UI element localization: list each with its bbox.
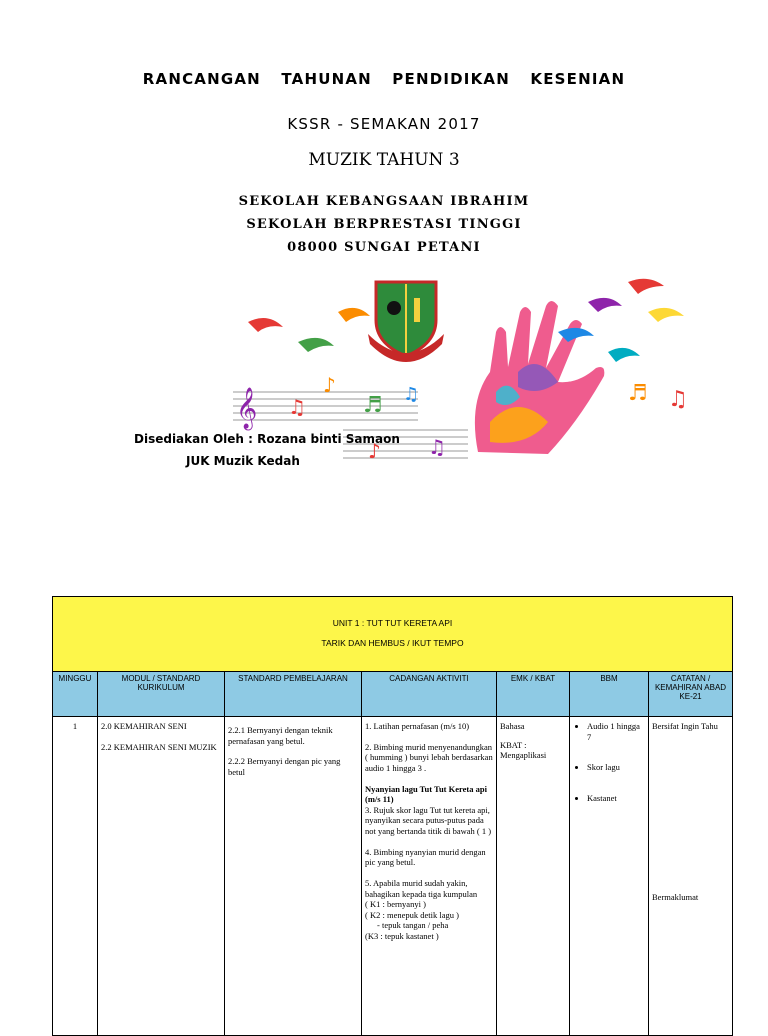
svg-text:♬: ♬ <box>628 381 648 406</box>
notes-item: Bermaklumat <box>652 891 699 902</box>
bbm-list <box>573 721 645 804</box>
notes-cell <box>649 717 733 1036</box>
school-status: SEKOLAH BERPRESTASI TINGGI <box>246 217 522 232</box>
unit-title: UNIT 1 : TUT TUT KERETA API <box>332 618 453 628</box>
activity-item: 3. Rujuk skor lagu Tut tut kereta api, nyanyikan secara putus-putus pada not yang bertanda titik di bawah ( 1 ) <box>365 804 492 836</box>
table-row <box>53 717 733 1036</box>
svg-text:♬: ♬ <box>363 393 383 418</box>
group-item: (K3 : tepuk kastanet ) <box>365 931 439 941</box>
kbat-item: KBAT : Mengaplikasi <box>500 739 547 761</box>
prepared-unit: JUK Muzik Kedah <box>186 454 300 468</box>
column-header: CADANGAN AKTIVITI <box>362 672 497 717</box>
activity-item: 1. Latihan pernafasan (m/s 10) <box>365 721 470 731</box>
svg-text:♫: ♫ <box>403 384 420 405</box>
song-heading: Nyanyian lagu Tut Tut Kereta api (m/s 11) <box>365 783 487 805</box>
column-header: STANDARD PEMBELAJARAN <box>225 672 362 717</box>
standard-item: 2.2.1 Bernyanyi dengan teknik pernafasan yang betul. <box>228 725 333 746</box>
unit-banner <box>53 597 733 672</box>
column-header: EMK / KBAT <box>497 672 570 717</box>
column-header: MINGGU <box>53 672 98 717</box>
column-header: MODUL / STANDARD KURIKULUM <box>98 672 225 717</box>
document-subtitle: KSSR - SEMAKAN 2017 <box>287 115 481 133</box>
svg-text:♫: ♫ <box>428 435 446 459</box>
week-cell: 1 <box>53 717 98 1036</box>
bbm-cell <box>570 717 649 1036</box>
music-notes-icon <box>236 373 688 463</box>
subject-title: MUZIK TAHUN 3 <box>308 150 460 170</box>
group-item: ( K2 : menepuk detik lagu ) <box>365 909 459 920</box>
standard-cell <box>225 717 362 1036</box>
unit-theme: TARIK DAN HEMBUS / IKUT TEMPO <box>321 638 464 648</box>
school-crest-icon <box>368 282 444 362</box>
activity-item: 2. Bimbing murid menyenandungkan ( humming ) bunyi lebah berdasarkan audio 1 hingga 3 . <box>365 741 493 773</box>
school-address: 08000 SUNGAI PETANI <box>287 240 481 255</box>
column-header: CATATAN / KEMAHIRAN ABAD KE-21 <box>649 672 733 717</box>
modul-cell <box>98 717 225 1036</box>
modul-item: 2.2 KEMAHIRAN SENI MUZIK <box>101 741 217 752</box>
birds-icon <box>248 279 684 362</box>
modul-item: 2.0 KEMAHIRAN SENI <box>101 721 187 731</box>
activity-cell <box>362 717 497 1036</box>
activity-item: 5. Apabila murid sudah yakin, bahagikan kepada tiga kumpulan <box>365 877 478 899</box>
emk-item: Bahasa <box>500 721 525 731</box>
standard-item: 2.2.2 Bernyanyi dengan pic yang betul <box>228 756 341 777</box>
document-title: RANCANGAN TAHUNAN PENDIDIKAN KESENIAN <box>142 70 626 88</box>
svg-text:♫: ♫ <box>288 395 306 419</box>
group-item: - tepuk tangan / peha <box>377 920 449 931</box>
svg-text:♪: ♪ <box>323 373 336 397</box>
yearly-plan-table <box>52 596 733 1036</box>
group-item: ( K1 : bernyanyi ) <box>365 899 426 910</box>
svg-text:♫: ♫ <box>668 387 688 412</box>
notes-item: Bersifat Ingin Tahu <box>652 721 718 731</box>
svg-text:𝄞: 𝄞 <box>236 388 258 429</box>
activity-item: 4. Bimbing nyanyian murid dengan pic yang betul. <box>365 846 486 868</box>
table-header-row <box>53 672 733 717</box>
colorful-hand-icon <box>475 301 604 454</box>
column-header: BBM <box>570 672 649 717</box>
prepared-by: Disediakan Oleh : Rozana binti Samaon <box>134 432 400 446</box>
bbm-item: • Kastanet <box>587 793 645 804</box>
bbm-item: • Audio 1 hingga 7 <box>587 721 645 742</box>
svg-text:♪: ♪ <box>368 439 381 463</box>
school-name: SEKOLAH KEBANGSAAN IBRAHIM <box>238 194 530 209</box>
emk-cell <box>497 717 570 1036</box>
bbm-item: • Skor lagu <box>587 762 645 773</box>
